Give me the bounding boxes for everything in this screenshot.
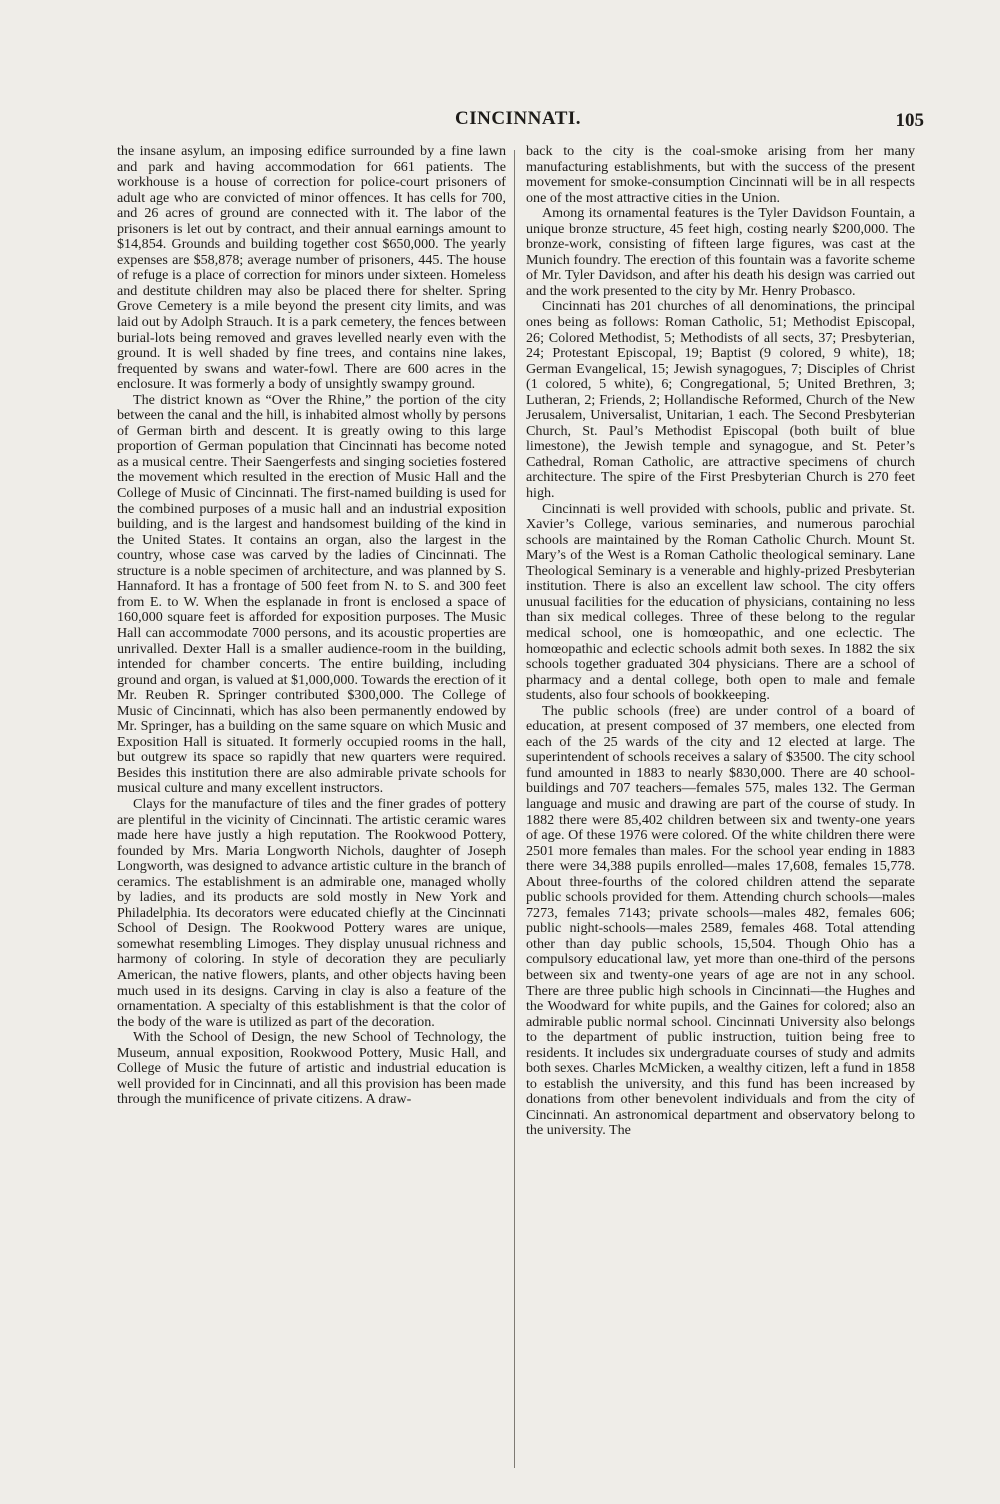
running-head (112, 108, 924, 134)
paragraph-colleges: Cincinnati is well provided with schools, public and private. St. Xavier’s College, various seminaries, and numerous parochial schools are maintained by the Roman Catholic Church. Mount St. Mary’s of the West is a Roman Catholic theological seminary. Lane Theological Seminary is a venerable and highly-prized Presbyterian institution. There is also an excellent law school. The city offers unusual facilities for the education of physicians, containing no less than six medical colleges. Three of these belong to the regular medical school, one is homœopathic, and one eclectic. The homœopathic and eclectic schools admit both sexes. In 1882 the six schools together graduated 304 physicians. There are a school of pharmacy and a dental college, both open to male and female students, also four schools of bookkeeping. (526, 500, 915, 704)
left-column (117, 144, 506, 1108)
paragraph-coal-smoke: back to the city is the coal-smoke arising from her many manufacturing establishments, but with the success of the present movement for smoke-consumption Cincinnati will be in all respects one of the most attractive cities in the Union. (526, 143, 915, 206)
column-divider (514, 150, 515, 1468)
paragraph-over-the-rhine: The district known as “Over the Rhine,” the portion of the city between the canal and the hill, is inhabited almost wholly by persons of German birth and descent. It is greatly owing to this large proportion of German population that Cincinnati has become noted as a musical centre. Their Saengerfests and singing societies fostered the movement which resulted in the erection of Music Hall and the College of Music of Cincinnati. The first-named building is used for the combined purposes of a music hall and an industrial exposition building, and is the largest and handsomest building of the kind in the United States. It contains an organ, also the largest in the country, whose case was carved by the ladies of Cincinnati. The structure is a noble specimen of architecture, and was planned by S. Hannaford. It has a frontage of 500 feet from N. to S. and 300 feet from E. to W. When the esplanade in front is enclosed a space of 160,000 square feet is afforded for exposition purposes. The Music Hall can accommodate 7000 persons, and its acoustic properties are unrivalled. Dexter Hall is a smaller audience-room in the building, intended for chamber concerts. The entire building, including ground and organ, is valued at $1,000,000. Towards the erection of it Mr. Reuben R. Springer contributed $300,000. The College of Music of Cincinnati, which has also been permanently endowed by Mr. Springer, has a building on the same square on which Music and Exposition Hall is situated. It formerly occupied rooms in the hall, but outgrew its space so rapidly that new quarters were required. Besides this institution there are also admirable private schools for musical culture and many excellent instructors. (117, 391, 506, 797)
paragraph-school-of-design: With the School of Design, the new School of Technology, the Museum, annual exposition, Rookwood Pottery, Music Hall, and College of Music the future of artistic and industrial education is well provided for in Cincinnati, and all this provision has been made through the munificence of private citizens. A draw- (117, 1029, 506, 1108)
right-column (526, 144, 915, 1139)
paragraph-public-schools: The public schools (free) are under control of a board of education, at present composed of 37 members, one elected from each of the 25 wards of the city and 12 elected at large. The superintendent of schools receives a salary of $3500. The city school fund amounted in 1883 to nearly $830,000. There are 40 school-buildings and 707 teachers—females 575, males 132. The German language and music and drawing are part of the course of study. In 1882 there were 85,402 children between six and twenty-one years of age. Of these 1976 were colored. Of the white children there were 2501 more females than males. For the school year ending in 1883 there were 34,388 pupils enrolled—males 17,608, females 15,778. About three-fourths of the colored children attend the separate public schools provided for them. Attending church schools—males 7273, females 7143; private schools—males 482, females 606; public night-schools—males 2589, females 468. Total attending other than day public schools, 15,504. Though Ohio has a compulsory educational law, yet more than one-third of the persons between six and twenty-one years of age are not in any school. There are three public high schools in Cincinnati—the Hughes and the Woodward for white pupils, and the Gaines for colored; also an admirable public normal school. Cincinnati University also belongs to the department of public instruction, tuition being free to residents. It includes six undergraduate courses of study and admits both sexes. Charles McMicken, a wealthy citizen, left a fund in 1858 to establish the university, and this fund has been increased by donations from other benevolent individuals and from the city of Cincinnati. An astronomical department and observatory belong to the university. The (526, 702, 915, 1139)
page-number: 105 (895, 110, 924, 131)
running-title: CINCINNATI. (454, 108, 582, 129)
paragraph-asylum-cemetery: the insane asylum, an imposing edifice surrounded by a fine lawn and park and having accommodation for 661 patients. The workhouse is a house of correction for police-court prisoners of adult age who are convicted of minor offences. It has cells for 700, and 26 acres of ground are connected with it. The labor of the prisoners is let out by contract, and their annual earnings amount to $14,854. Grounds and building together cost $650,000. The yearly expenses are $58,878; average number of prisoners, 445. The house of refuge is a place of correction for minors under sixteen. Homeless and destitute children may also be placed there for shelter. Spring Grove Cemetery is a mile beyond the present city limits, and was laid out by Adolph Strauch. It is a park cemetery, the fences between burial-lots being removed and graves levelled nearly even with the ground. It is well shaded by fine trees, and contains nine lakes, frequented by swans and water-fowl. There are 600 acres in the enclosure. It was formerly a body of unsightly swampy ground. (117, 143, 506, 393)
paragraph-davidson-fountain: Among its ornamental features is the Tyler Davidson Fountain, a unique bronze structure, 45 feet high, costing nearly $200,000. The bronze-work, consisting of fifteen large figures, was cast at the Munich foundry. The erection of this fountain was a favorite scheme of Mr. Tyler Davidson, and after his death his design was carried out and the work presented to the city by Mr. Henry Probasco. (526, 205, 915, 299)
paragraph-churches: Cincinnati has 201 churches of all denominations, the principal ones being as follows: Roman Catholic, 51; Methodist Episcopal, 26; Colored Methodist, 5; Methodists of all sects, 37; Presbyterian, 24; Protestant Episcopal, 19; Baptist (9 colored, 9 white), 18; German Evangelical, 15; Jewish synagogues, 7; Disciples of Christ (1 colored, 5 white), 6; Congregational, 5; United Brethren, 3; Lutheran, 2; Friends, 2; Hollandische Reformed, Church of the New Jerusalem, Universalist, Unitarian, 1 each. The Second Presbyterian Church, St. Paul’s Methodist Episcopal (both built of blue limestone), the Jewish temple and synagogue, and St. Peter’s Cathedral, Roman Catholic, are attractive specimens of church architecture. The spire of the First Presbyterian Church is 270 feet high. (526, 298, 915, 502)
paragraph-rookwood-pottery: Clays for the manufacture of tiles and the finer grades of pottery are plentiful in the vicinity of Cincinnati. The artistic ceramic wares made here have justly a high reputation. The Rookwood Pottery, founded by Mrs. Maria Longworth Nichols, daughter of Joseph Longworth, was designed to advance artistic culture in the branch of ceramics. The establishment is an admirable one, managed wholly by ladies, and its products are sold mostly in New York and Philadelphia. Its decorators were educated chiefly at the Cincinnati School of Design. The Rookwood Pottery wares are unique, somewhat resembling Limoges. They display unusual richness and harmony of coloring. In style of decoration they are peculiarly American, the native flowers, plants, and other objects having been much used in its designs. Carving in clay is also a feature of the ornamentation. A specialty of this establishment is that the color of the body of the ware is utilized as part of the decoration. (117, 795, 506, 1030)
